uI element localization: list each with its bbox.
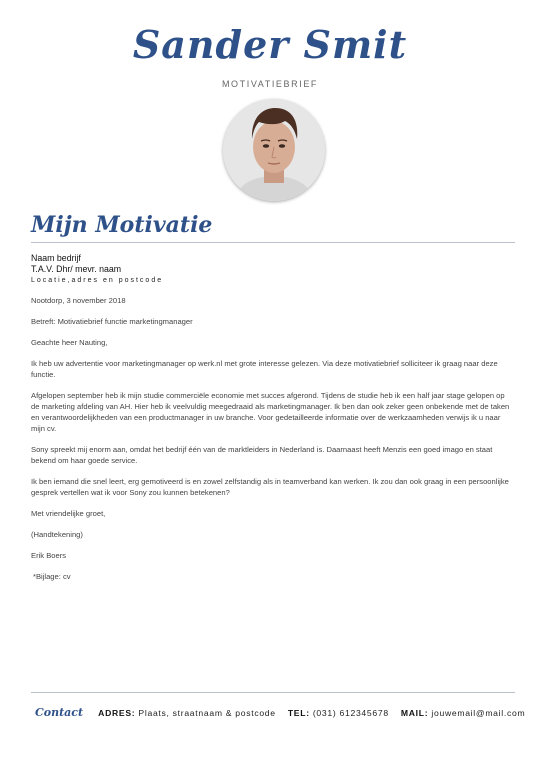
tel-value: (031) 612345678 <box>312 708 389 718</box>
letter-paragraph: Sony spreekt mij enorm aan, omdat het bedrijf één van de marktleiders in Nederland is. Daarnaast heeft Menzis een goed imago en staat bekend om haar goede service. <box>31 445 493 465</box>
letter-date: Nootdorp, 3 november 2018 <box>31 296 126 305</box>
letter-salutation: Geachte heer Nauting, <box>31 338 108 347</box>
address-value: Plaats, straatnaam & postcode <box>138 708 276 718</box>
letter-signer: Erik Boers <box>31 551 67 560</box>
header-divider <box>31 242 515 243</box>
applicant-name: Sander Smit <box>132 22 408 67</box>
footer-divider <box>31 692 515 693</box>
contact-label: Contact <box>35 706 84 719</box>
letter-signature: (Handtekening) <box>31 530 83 539</box>
recipient-location: Locatie,adres en postcode <box>31 277 164 284</box>
section-title: Mijn Motivatie <box>31 212 213 238</box>
recipient-attention: T.A.V. Dhr/ mevr. naam <box>31 264 122 274</box>
letter-body <box>31 253 513 582</box>
tel-label: TEL: <box>287 708 310 718</box>
profile-photo <box>223 99 325 201</box>
contact-footer <box>35 706 525 719</box>
document-subtitle: MOTIVATIEBRIEF <box>221 79 319 89</box>
letter-attachment: *Bijlage: cv <box>33 572 71 581</box>
letter-paragraph: Afgelopen september heb ik mijn studie commerciële economie met succes afgerond. Tijdens de studie heb ik een half jaar stage gelopen op de marketing afdeling van AH. Hier heb ik veelvuldig meegedraaid als marketingmanager. Ik ben dan ook zeker geen onbekende met de taken en verantwoordelijkheden van een productmanager in uw branche. Voor gedetailleerde informatie over de werkzaamheden verwijs ik u naar mijn cv. <box>31 391 510 433</box>
recipient-company: Naam bedrijf <box>31 253 81 263</box>
address-label: ADRES: <box>98 708 136 718</box>
letter-closing: Met vriendelijke groet, <box>31 509 106 518</box>
letter-paragraph: Ik ben iemand die snel leert, erg gemotiveerd is en zowel zelfstandig als in teamverband kan werken. Ik zou dan ook graag in een persoonlijke gesprek vertellen wat ik voor Sony zou kunnen betekenen? <box>31 477 509 497</box>
mail-value[interactable]: jouwemail@mail.com <box>431 708 526 718</box>
portrait-image <box>223 99 325 201</box>
mail-label: MAIL: <box>400 708 429 718</box>
letter-subject: Betreft: Motivatiebrief functie marketingmanager <box>31 317 193 326</box>
letter-paragraph: Ik heb uw advertentie voor marketingmanager op werk.nl met grote interesse gelezen. Via deze motivatiebrief solliciteer ik graag naar deze functie. <box>31 359 498 379</box>
